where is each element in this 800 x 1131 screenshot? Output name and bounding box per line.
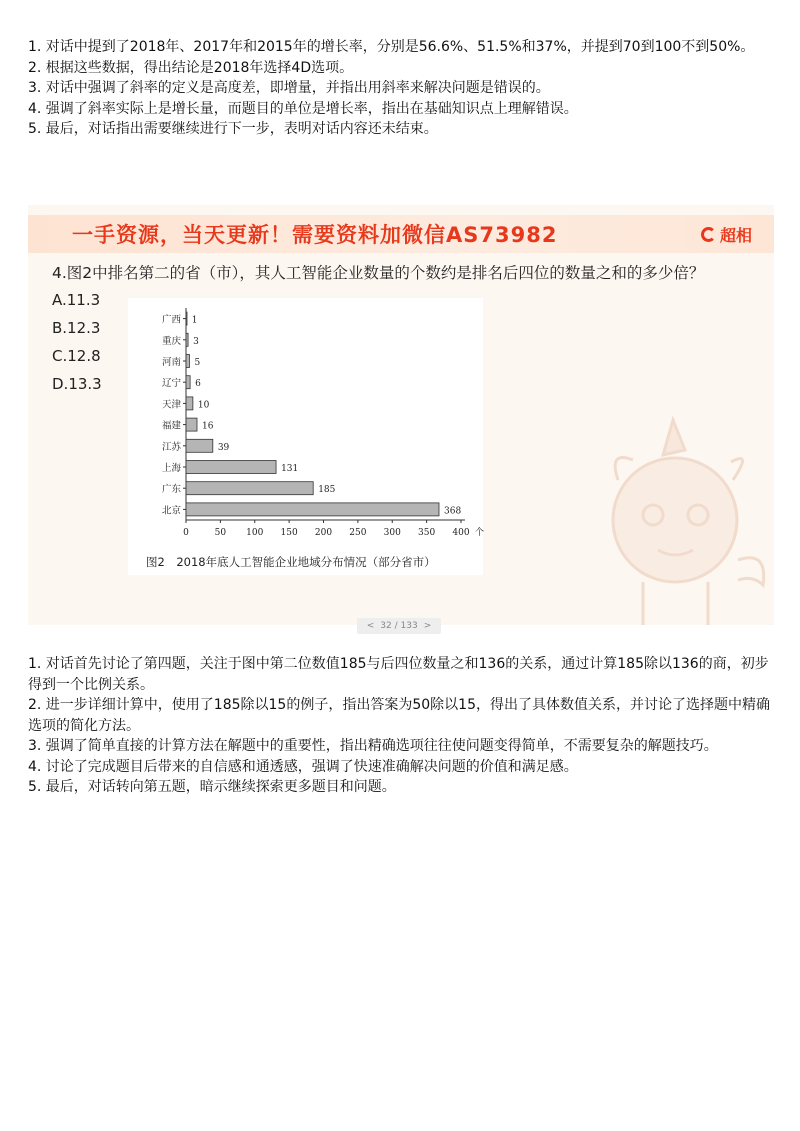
data-label: 5 <box>194 358 201 368</box>
data-label: 3 <box>193 336 199 347</box>
summary-item: 2. 进一步详细计算中，使用了185除以15的例子，指出答案为50除以15，得出了具体数值关系，并讨论了选择题中精确选项的简化方法。 <box>28 697 770 734</box>
bar-chart <box>128 298 483 575</box>
brand-logo <box>701 223 752 246</box>
summary-item: 3. 强调了简单直接的计算方法在解题中的重要性，指出精确选项往往使问题变得简单，不需要复杂的解题技巧。 <box>28 738 718 754</box>
x-tick-label: 400 <box>452 528 470 538</box>
bar <box>186 418 197 431</box>
summary-item: 5. 最后，对话转向第五题，暗示继续探索更多题目和问题。 <box>28 779 396 795</box>
category-label: 辽宁 <box>161 378 181 390</box>
category-label: 江苏 <box>161 441 181 453</box>
chart-caption: 图2 2018年底人工智能企业地域分布情况（部分省市） <box>146 555 436 569</box>
x-tick-label: 0 <box>183 528 189 538</box>
summary-item: 2. 根据这些数据，得出结论是2018年选择4D选项。 <box>28 59 354 76</box>
slide-image <box>28 205 774 625</box>
x-tick-label: 150 <box>280 528 298 538</box>
brand-name: 超相 <box>719 226 752 245</box>
next-page-button[interactable]: > <box>423 621 432 631</box>
data-label: 39 <box>217 442 230 453</box>
mascot-watermark-icon <box>603 410 773 625</box>
data-label: 6 <box>195 379 201 390</box>
option-b: B.12.3 <box>52 319 101 337</box>
bar <box>186 376 190 389</box>
x-tick-label: 200 <box>314 528 333 538</box>
data-label: 1 <box>191 315 198 326</box>
option-d: D.13.3 <box>52 375 102 393</box>
prev-page-button[interactable]: < <box>366 621 375 631</box>
option-a: A.11.3 <box>52 291 101 309</box>
category-label: 河南 <box>161 357 181 368</box>
category-label: 天津 <box>161 399 181 411</box>
category-label: 广西 <box>161 314 181 326</box>
data-label: 368 <box>444 506 462 517</box>
bar <box>186 503 439 516</box>
x-tick-label: 100 <box>246 528 264 538</box>
option-c: C.12.8 <box>52 347 101 365</box>
x-unit-label: 个 <box>475 528 485 538</box>
data-label: 16 <box>202 421 214 432</box>
x-tick-label: 350 <box>418 528 436 538</box>
page-indicator: 32 / 133 <box>380 621 418 631</box>
x-tick-label: 50 <box>214 528 227 538</box>
brand-c-icon <box>701 227 716 242</box>
category-label: 重庆 <box>161 335 181 347</box>
category-label: 北京 <box>161 505 181 517</box>
slide-pager <box>357 618 441 634</box>
category-label: 福建 <box>161 420 181 432</box>
summary-item: 3. 对话中强调了斜率的定义是高度差，即增量，并指出用斜率来解决问题是错误的。 <box>28 80 550 96</box>
bar <box>186 482 313 495</box>
data-label: 10 <box>197 400 210 411</box>
bar <box>186 439 213 452</box>
summary-list-top <box>28 37 776 140</box>
bar <box>186 397 193 410</box>
data-label: 185 <box>318 485 336 496</box>
summary-item: 4. 讨论了完成题目后带来的自信感和通透感，强调了快速准确解决问题的价值和满足感。 <box>28 758 578 775</box>
question-text: 4.图2中排名第二的省（市），其人工智能企业数量的个数约是排名后四位的数量之和的多少倍？ <box>52 264 705 282</box>
summary-list-bottom <box>28 654 776 798</box>
summary-item: 1. 对话首先讨论了第四题，关注于图中第二位数值185与后四位数量之和136的关系，通过计算185除以136的商，初步得到一个比例关系。 <box>28 656 769 693</box>
summary-item: 5. 最后，对话指出需要继续进行下一步，表明对话内容还未结束。 <box>28 121 438 137</box>
summary-item: 1. 对话中提到了2018年、2017年和2015年的增长率，分别是56.6%、51.5%和37%，并提到70到100不到50%。 <box>28 39 755 55</box>
bar <box>186 355 189 368</box>
bar-chart-plot <box>128 298 483 554</box>
x-tick-label: 250 <box>349 528 367 538</box>
promo-banner <box>28 215 774 253</box>
bar <box>186 333 188 346</box>
category-label: 上海 <box>161 463 181 474</box>
x-tick-label: 300 <box>383 528 401 538</box>
bar <box>186 461 276 474</box>
data-label: 131 <box>281 464 299 474</box>
banner-text: 一手资源，当天更新！需要资料加微信AS73982 <box>72 223 558 247</box>
bar <box>186 312 187 325</box>
summary-item: 4. 强调了斜率实际上是增长量，而题目的单位是增长率，指出在基础知识点上理解错误。 <box>28 100 578 117</box>
category-label: 广东 <box>161 484 181 496</box>
